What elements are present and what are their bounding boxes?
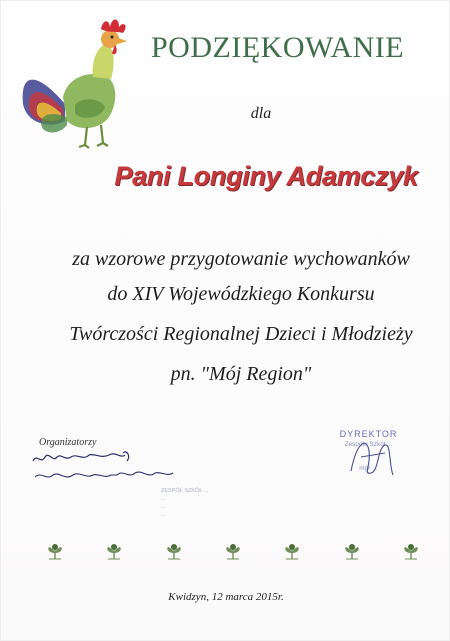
- organizer-signatures: [27, 445, 177, 489]
- body-line-1: za wzorowe przygotowanie wychowanków: [72, 248, 410, 270]
- director-signature: [341, 431, 401, 485]
- director-title: DYREKTOR: [339, 429, 398, 439]
- ornament-row: [43, 541, 423, 563]
- place-date: Kwidzyn, 12 marca 2015r.: [168, 591, 284, 603]
- folk-flower-ornament-icon: [221, 541, 245, 561]
- recipient-name: Pani Longiny Adamczyk: [114, 161, 418, 191]
- certificate-title: PODZIĘKOWANIE: [151, 31, 405, 64]
- rooster-illustration: [15, 9, 133, 149]
- folk-flower-ornament-icon: [280, 541, 304, 561]
- director-school: Zespołu Szkół ...: [344, 441, 393, 448]
- folk-flower-ornament-icon: [399, 541, 423, 561]
- folk-flower-ornament-icon: [340, 541, 364, 561]
- director-name: mgr ...: [359, 465, 378, 472]
- folk-flower-ornament-icon: [102, 541, 126, 561]
- body-line-2: do XIV Wojewódzkiego Konkursu: [107, 283, 375, 305]
- folk-flower-ornament-icon: [43, 541, 67, 561]
- for-label: dla: [250, 105, 272, 122]
- stamp-line-1: ZESPÓŁ SZKÓŁ ...: [161, 488, 209, 494]
- school-stamp: [161, 487, 291, 529]
- body-line-4: pn. "Mój Region": [170, 363, 312, 385]
- folk-flower-ornament-icon: [162, 541, 186, 561]
- organizers-label: Organizatorzy: [39, 437, 97, 448]
- body-line-3: Twórczości Regionalnej Dzieci i Młodzieży: [69, 323, 413, 345]
- director-stamp: [301, 429, 436, 489]
- stamp-line-4: ...: [161, 512, 166, 518]
- stamp-line-3: ...: [161, 504, 166, 510]
- stamp-line-2: ...: [161, 496, 166, 502]
